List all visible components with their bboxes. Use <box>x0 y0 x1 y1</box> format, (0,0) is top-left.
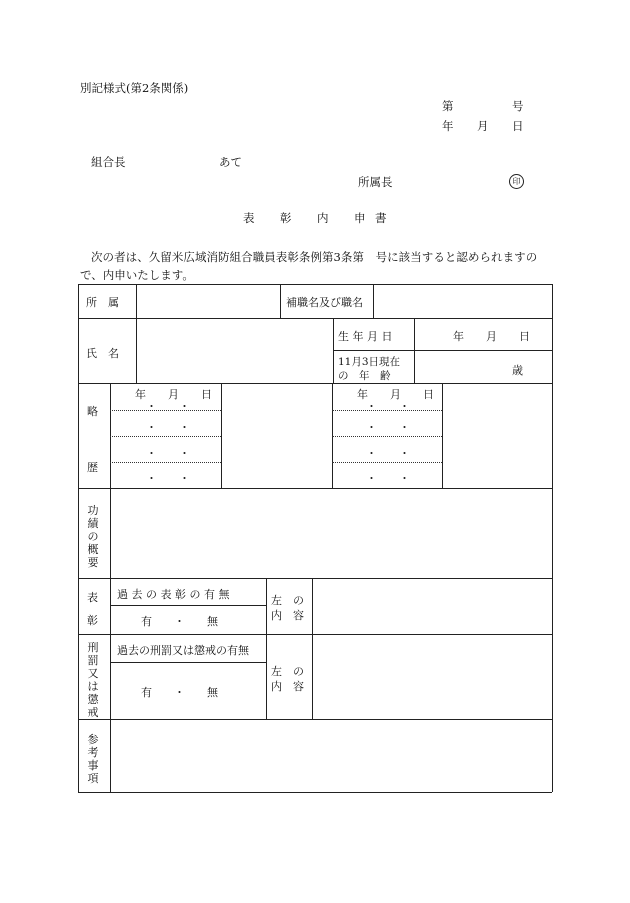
penalty-label: 刑罰又は懲戒 <box>87 641 99 719</box>
history-label-top: 略 <box>87 405 98 418</box>
history-date-dot[interactable]: ・ ・ <box>366 472 410 485</box>
history-header-left: 年 月 日 <box>135 388 212 401</box>
award-content-field[interactable] <box>316 582 548 630</box>
table-line <box>78 634 552 635</box>
history-date-dot[interactable]: ・ ・ <box>146 400 190 413</box>
history-label-bottom: 歴 <box>87 461 98 474</box>
table-line <box>333 318 334 383</box>
table-line <box>78 578 552 579</box>
history-date-dot[interactable]: ・ ・ <box>366 447 410 460</box>
dotted-line <box>332 462 442 463</box>
birth-value[interactable]: 年 月 日 <box>453 330 530 343</box>
table-line <box>78 719 552 720</box>
penalty-content-field[interactable] <box>316 638 548 716</box>
age-label-line1: 11月3日現在 <box>338 356 401 368</box>
award-answer[interactable]: 有 ・ 無 <box>141 615 218 628</box>
penalty-content-label-2: 内 容 <box>271 680 304 693</box>
table-line <box>442 383 443 488</box>
award-question: 過 去 の 表 彰 の 有 無 <box>117 588 230 601</box>
reference-label: 参考事項 <box>87 733 99 785</box>
affiliation-field[interactable] <box>140 288 278 316</box>
doc-title-char-5: 書 <box>375 211 387 225</box>
date-year: 年 <box>442 119 454 133</box>
history-date-dot[interactable]: ・ ・ <box>146 447 190 460</box>
award-label-bottom: 彰 <box>87 614 98 627</box>
dotted-line <box>332 436 442 437</box>
merit-field[interactable] <box>114 492 548 574</box>
history-header-right: 年 月 日 <box>357 388 434 401</box>
table-line <box>221 383 222 488</box>
history-date-dot[interactable]: ・ ・ <box>366 400 410 413</box>
award-content-label-1: 左 の <box>271 594 304 607</box>
position-field[interactable] <box>377 288 549 316</box>
penalty-question: 過去の刑罰又は懲戒の有無 <box>117 644 249 657</box>
reference-field[interactable] <box>114 723 548 789</box>
age-label-line2: の 年 齢 <box>338 370 391 382</box>
dotted-line <box>110 436 221 437</box>
table-line <box>312 578 313 719</box>
sender-title: 所属長 <box>358 175 393 189</box>
table-line <box>280 284 281 318</box>
doc-title-char-2: 彰 <box>280 211 292 225</box>
table-line <box>266 578 267 719</box>
merit-label: 功績の概要 <box>87 504 99 569</box>
table-line <box>110 383 111 792</box>
penalty-answer[interactable]: 有 ・ 無 <box>141 686 218 699</box>
birth-label: 生 年 月 日 <box>338 330 393 343</box>
name-label: 氏 名 <box>86 347 119 360</box>
addressee-title: 組合長 <box>91 155 126 169</box>
history-date-dot[interactable]: ・ ・ <box>146 472 190 485</box>
position-label: 補職名及び職名 <box>286 296 363 309</box>
penalty-content-label-1: 左 の <box>271 665 304 678</box>
table-line <box>110 662 266 663</box>
dotted-line <box>110 462 221 463</box>
number-prefix: 第 <box>442 99 454 113</box>
doc-title-char-1: 表 <box>243 211 255 225</box>
table-line <box>414 318 415 383</box>
date-month: 月 <box>477 119 489 133</box>
seal-mark: 印 <box>509 174 524 189</box>
name-field[interactable] <box>140 322 330 380</box>
body-text-line2: で、内申いたします。 <box>80 268 194 282</box>
history-date-dot[interactable]: ・ ・ <box>146 421 190 434</box>
award-content-label-2: 内 容 <box>271 609 304 622</box>
table-line <box>373 284 374 318</box>
form-label: 別記様式(第2条関係) <box>80 81 189 95</box>
date-day: 日 <box>512 119 524 133</box>
table-line <box>78 284 79 792</box>
table-line <box>78 488 552 489</box>
table-line <box>78 792 552 793</box>
table-line <box>78 284 552 285</box>
table-line <box>136 318 137 383</box>
table-line <box>78 383 552 384</box>
body-text-line1: 次の者は、久留米広域消防組合職員表彰条例第3条第 号に該当すると認められますの <box>91 250 538 264</box>
table-line <box>333 350 552 351</box>
number-suffix: 号 <box>512 99 524 113</box>
table-line <box>136 284 137 318</box>
doc-title-char-4: 申 <box>354 211 366 225</box>
doc-title-char-3: 内 <box>317 211 329 225</box>
table-line <box>110 605 266 606</box>
table-line <box>78 318 552 319</box>
history-date-dot[interactable]: ・ ・ <box>366 421 410 434</box>
table-line <box>552 284 553 792</box>
award-label-top: 表 <box>87 591 98 604</box>
addressee-suffix: あて <box>219 155 242 169</box>
age-unit: 歳 <box>512 364 523 377</box>
affiliation-label: 所 属 <box>86 296 119 309</box>
